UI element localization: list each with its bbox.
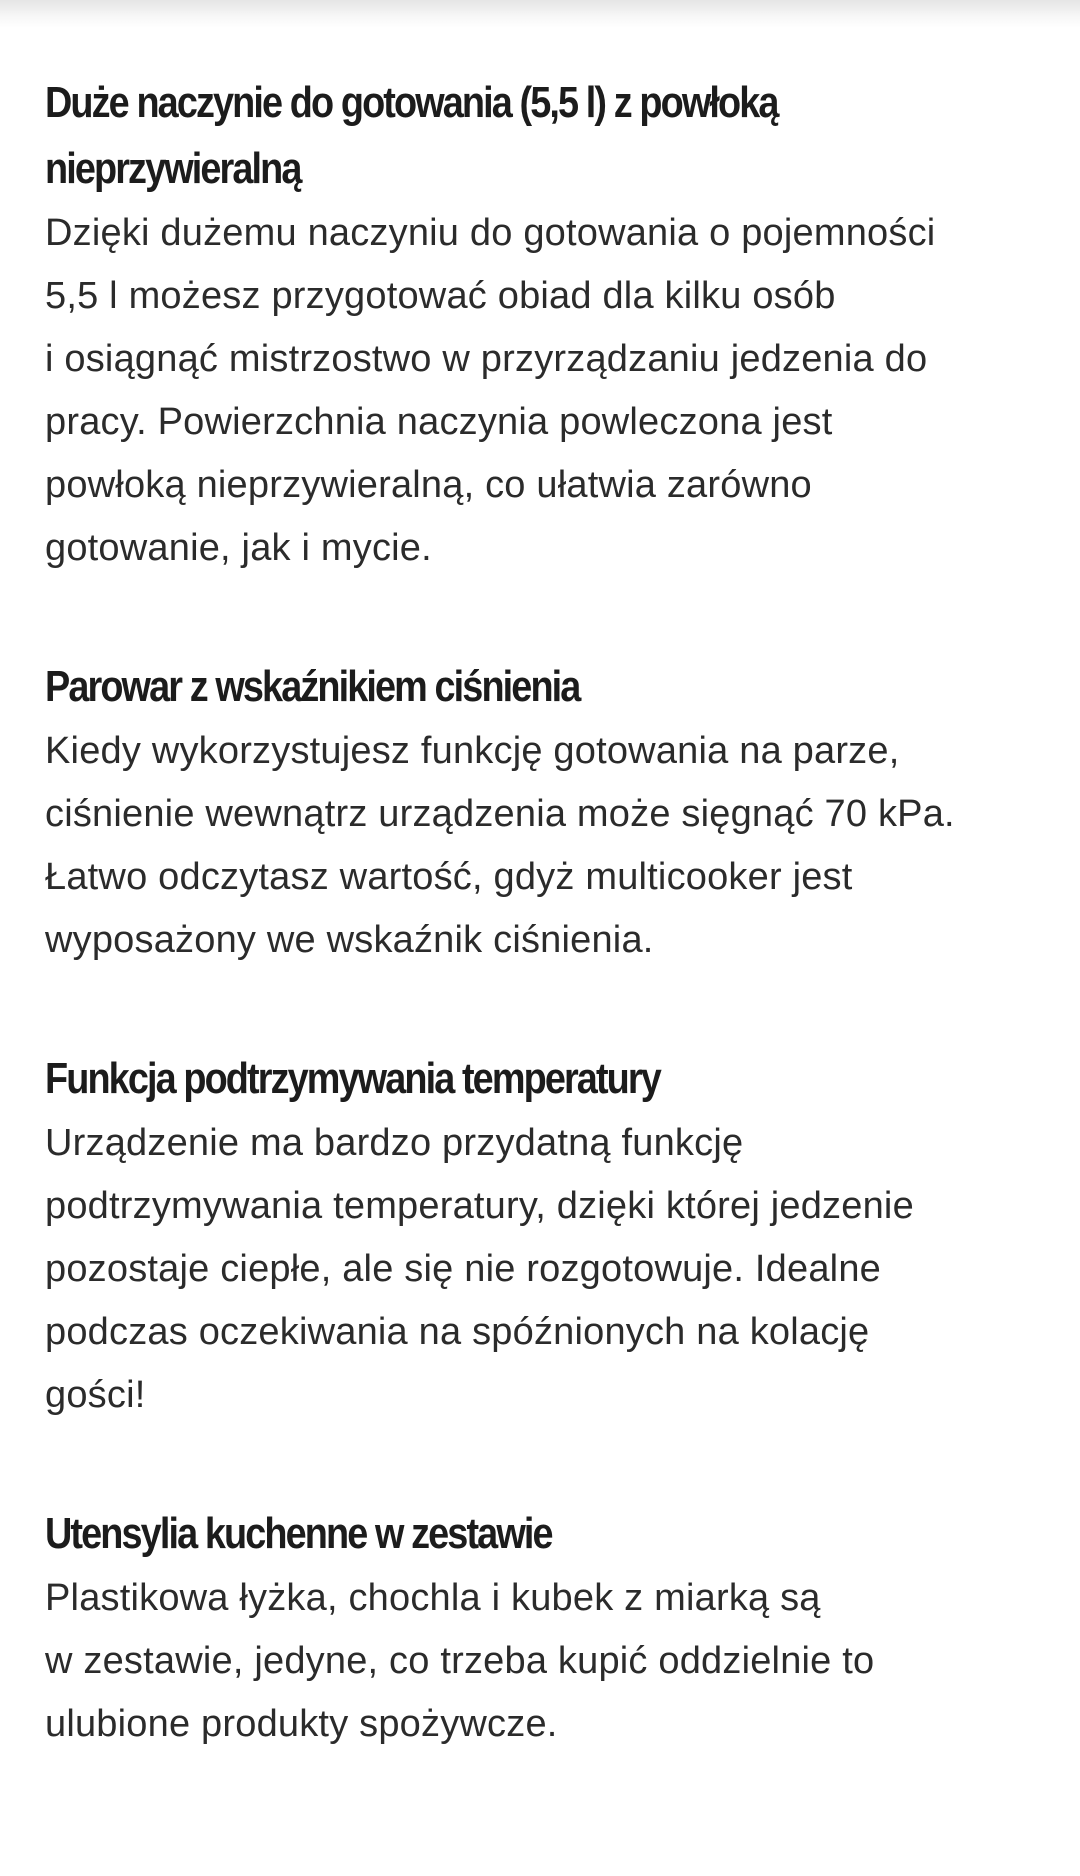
description-line: gości! <box>45 1374 146 1416</box>
feature-title <box>45 654 1043 720</box>
description-line: ciśnienie wewnątrz urządzenia może sięgnąć 70 kPa. <box>45 793 955 835</box>
feature-title-line: Funkcja podtrzymywania temperatury <box>45 1054 660 1103</box>
description-line: i osiągnąć mistrzostwo w przyrządzaniu jedzenia do <box>45 338 928 380</box>
description-line: ulubione produkty spożywcze. <box>45 1703 558 1745</box>
feature-title <box>45 1046 1043 1112</box>
description-line: 5,5 l możesz przygotować obiad dla kilku osób <box>45 275 836 317</box>
feature-description <box>45 202 1045 580</box>
feature-description <box>45 720 1045 972</box>
feature-title-line: Duże naczynie do gotowania (5,5 l) z powłoką <box>45 78 778 127</box>
product-description <box>45 70 1045 1756</box>
feature-title-line: nieprzywieralną <box>45 144 301 193</box>
feature-section-utensils <box>45 1501 1045 1756</box>
feature-title-line: Utensylia kuchenne w zestawie <box>45 1509 552 1558</box>
feature-title <box>45 1501 1043 1567</box>
feature-description <box>45 1567 1045 1756</box>
feature-section-steamer <box>45 654 1045 972</box>
description-line: Łatwo odczytasz wartość, gdyż multicooker jest <box>45 856 853 898</box>
description-line: Urządzenie ma bardzo przydatną funkcję <box>45 1122 744 1164</box>
description-line: podczas oczekiwania na spóźnionych na kolację <box>45 1311 870 1353</box>
description-line: podtrzymywania temperatury, dzięki której jedzenie <box>45 1185 914 1227</box>
description-line: wyposażony we wskaźnik ciśnienia. <box>45 919 654 961</box>
header-shadow <box>0 0 1080 28</box>
feature-title-line: Parowar z wskaźnikiem ciśnienia <box>45 662 580 711</box>
description-line: Dzięki dużemu naczyniu do gotowania o pojemności <box>45 212 936 254</box>
feature-description <box>45 1112 1045 1427</box>
description-line: powłoką nieprzywieralną, co ułatwia zarówno <box>45 464 812 506</box>
feature-section-keep-warm <box>45 1046 1045 1427</box>
description-line: pracy. Powierzchnia naczynia powleczona jest <box>45 401 833 443</box>
feature-title <box>45 70 1043 202</box>
description-line: gotowanie, jak i mycie. <box>45 527 432 569</box>
description-line: Plastikowa łyżka, chochla i kubek z miarką są <box>45 1577 821 1619</box>
description-line: w zestawie, jedyne, co trzeba kupić oddzielnie to <box>45 1640 875 1682</box>
description-line: Kiedy wykorzystujesz funkcję gotowania na parze, <box>45 730 900 772</box>
description-line: pozostaje ciepłe, ale się nie rozgotowuje. Idealne <box>45 1248 881 1290</box>
feature-section-cooking-pot <box>45 70 1045 580</box>
